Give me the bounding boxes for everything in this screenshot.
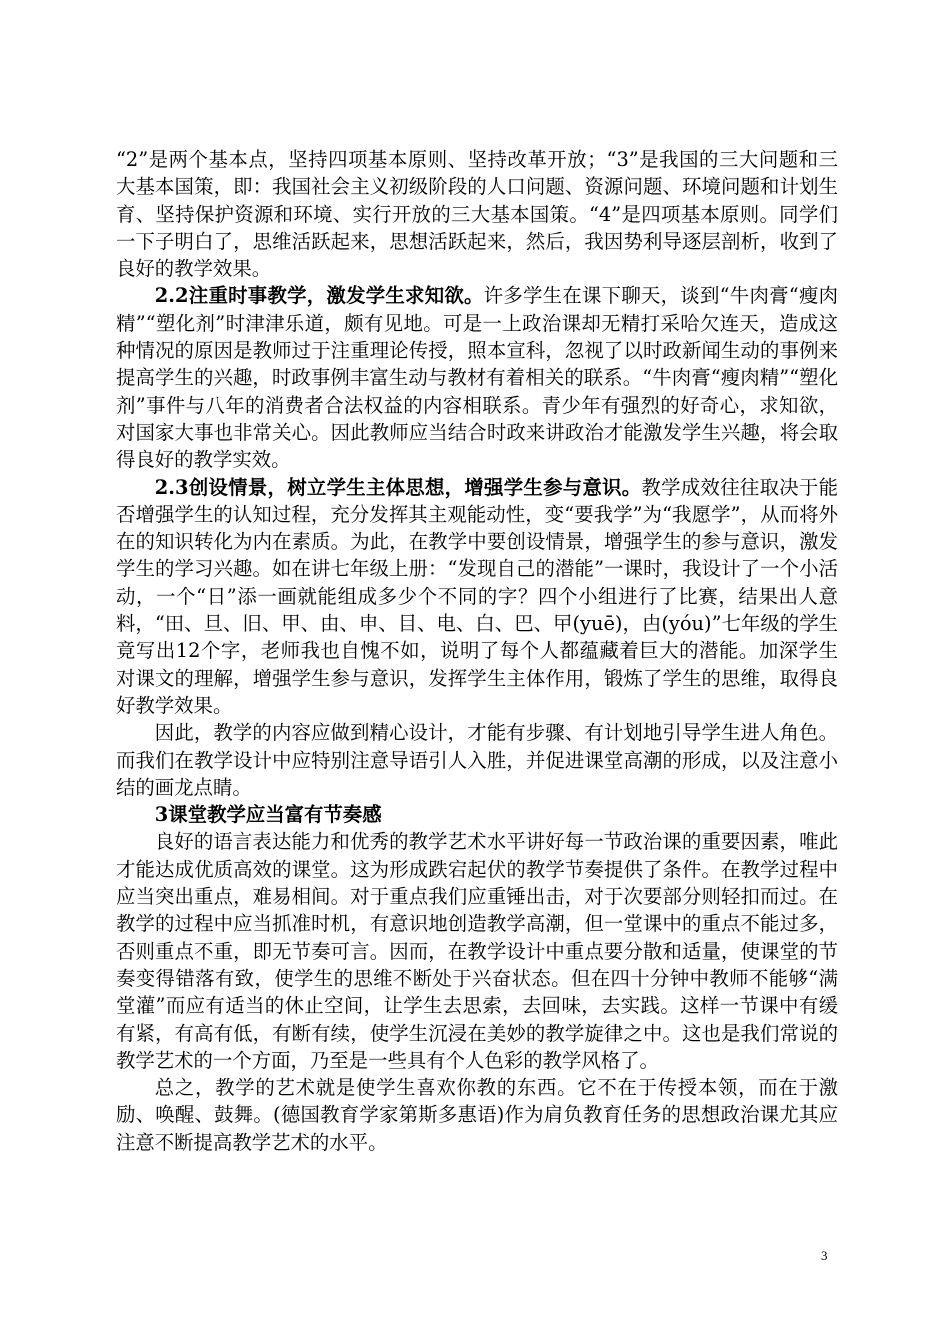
paragraph-summary-design bbox=[116, 719, 838, 801]
section-heading-3: 3课堂教学应当富有节奏感 bbox=[154, 803, 382, 827]
paragraph-text: 总之，教学的艺术就是使学生喜欢你教的东西。它不在于传授本领，而在于激励、唤醒、鼓舞。(德国教育学家第斯多惠语)作为肩负教育任务的思想政治课尤其应注意不断提高教学艺术的水平。 bbox=[116, 1076, 838, 1154]
paragraph-text: 教学成效往往取决于能否增强学生的认知过程，充分发挥其主观能动性，变“要我学”为“我愿学”，从而将外在的知识转化为内在素质。为此，在教学中要创设情景，增强学生的参与意识，激发学生的学习兴趣。如在讲七年级上册：“发现自己的潜能”一课时，我设计了一个小活动，一个“日”添一画就能组成多少个不同的字？四个小组进行了比赛，结果出人意料，“田、旦、旧、甲、由、申、目、电、白、巴、曱(yuē)，甴(yóu)”七年级的学生竟写出12个字，老师我也自愧不如，说明了每个人都蕴藏着巨大的潜能。加深学生对课文的理解，增强学生参与意识，发挥学生主体作用，锻炼了学生的思维，取得良好教学效果。 bbox=[116, 475, 839, 717]
paragraph-text: 良好的语言表达能力和优秀的教学艺术水平讲好每一节政治课的重要因素，唯此才能达成优质高效的课堂。这为形成跌宕起伏的教学节奏提供了条件。在教学过程中应当突出重点，难易相间。对于重点我们应重锤出击，对于次要部分则轻扣而过。在教学的过程中应当抓准时机，有意识地创造教学高潮，但一堂课中的重点不能过多，否则重点不重，即无节奏可言。因而，在教学设计中重点要分散和适量，使课堂的节奏变得错落有致，使学生的思维不断处于兴奋状态。但在四十分钟中教师不能够“满堂灌”而应有适当的休止空间，让学生去思索，去回味，去实践。这样一节课中有缓有紧，有高有低，有断有续，使学生沉浸在美妙的教学旋律之中。这也是我们常说的教学艺术的一个方面，乃至是一些具有个人色彩的教学风格了。 bbox=[116, 830, 838, 1072]
paragraph-conclusion bbox=[116, 1074, 838, 1156]
section-heading-2-2: 2.2注重时事教学，激发学生求知欲。 bbox=[154, 284, 484, 308]
page-number: 3 bbox=[821, 1248, 828, 1263]
paragraph-rhythm bbox=[116, 828, 838, 1074]
paragraph-text: 因此，教学的内容应做到精心设计，才能有步骤、有计划地引导学生进人角色。而我们在教学设计中应特别注意导语引人入胜，并促进课堂高潮的形成，以及注意小结的画龙点睛。 bbox=[116, 721, 838, 799]
section-heading-2-3: 2.3创设情景，树立学生主体思想，增强学生参与意识。 bbox=[154, 475, 642, 499]
document-body bbox=[116, 146, 838, 1156]
section-heading-3-line bbox=[116, 801, 838, 828]
paragraph-text: 许多学生在课下聊天，谈到“牛肉膏“瘦肉精”“塑化剂”时津津乐道，颇有见地。可是一上政治课却无精打采哈欠连天，造成这种情况的原因是教师过于注重理论传授，照本宣科，忽视了以时政新闻生动的事例来提高学生的兴趣，时政事例丰富生动与教材有着相关的联系。“牛肉膏“瘦肉精”“塑化剂”事件与八年的消费者合法权益的内容相联系。青少年有强烈的好奇心，求知欲，对国家大事也非常关心。因此教师应当结合时政来讲政治才能激发学生兴趣，将会取得良好的教学实效。 bbox=[116, 284, 839, 472]
paragraph-section-2-3 bbox=[116, 474, 838, 720]
paragraph-text: “2”是两个基本点，坚持四项基本原则、坚持改革开放；“3”是我国的三大问题和三大基本国策，即：我国社会主义初级阶段的人口问题、资源问题、环境问题和计划生育、坚持保护资源和环境、实行开放的三大基本国策。“4”是四项基本原则。同学们一下子明白了，思维活跃起来，思想活跃起来，然后，我因势利导逐层剖析，收到了良好的教学效果。 bbox=[116, 148, 838, 281]
paragraph-continuation bbox=[116, 146, 838, 282]
paragraph-section-2-2 bbox=[116, 282, 838, 473]
